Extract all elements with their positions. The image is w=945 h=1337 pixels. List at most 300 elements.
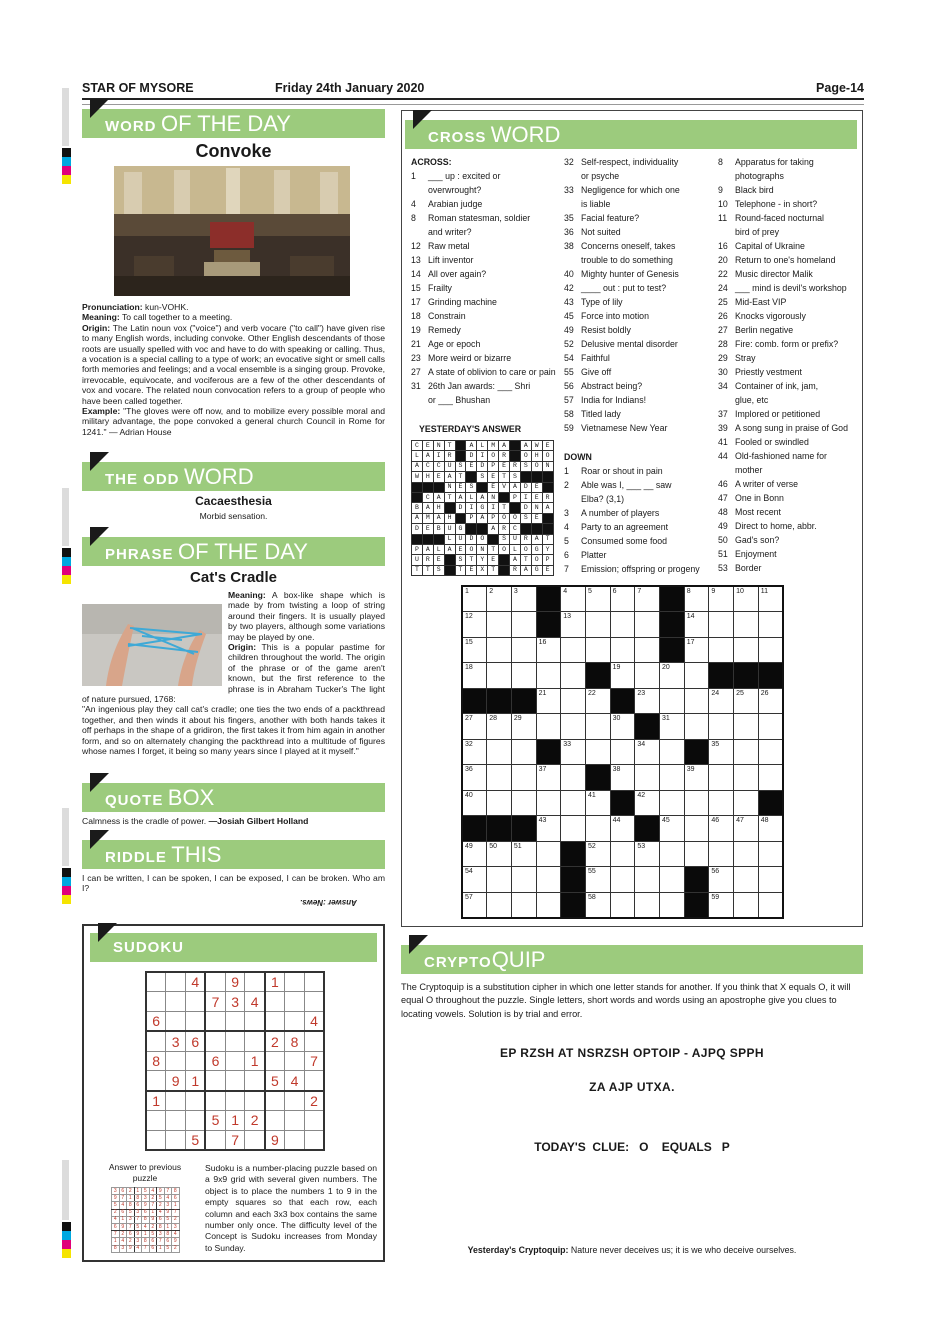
crossword-cell: 28	[487, 714, 512, 740]
riddle-text: I can be written, I can be spoken, I can be exposed, I can be broken. Who am I?	[82, 873, 385, 894]
clue-number: 38	[564, 241, 574, 251]
sudoku-cell	[285, 972, 305, 992]
crossword-cell	[684, 816, 709, 842]
crossword-cell	[709, 765, 734, 791]
answer-cell: A	[422, 451, 433, 461]
quote-text	[82, 816, 385, 826]
crossword-cell: 4	[561, 586, 586, 612]
clue-text: trouble to do something	[581, 255, 673, 265]
answer-cell: A	[520, 565, 531, 575]
answer-cell: O	[477, 534, 488, 544]
clue-line	[718, 477, 848, 491]
answer-cell	[510, 503, 521, 513]
sudoku-cell: 4	[245, 992, 265, 1012]
answer-cell: U	[412, 555, 423, 565]
crossword-cell	[758, 867, 783, 893]
clue-number: 48	[718, 507, 728, 517]
margin-rail	[62, 88, 69, 146]
clue-text: bird of prey	[735, 227, 780, 237]
answer-cell: 1	[134, 1188, 142, 1195]
crossword-cell	[660, 841, 685, 867]
answer-cell: B	[412, 503, 423, 513]
clue-text: Force into motion	[581, 311, 649, 321]
answer-cell: L	[510, 544, 521, 554]
answer-cell: P	[412, 544, 423, 554]
sudoku-cell	[304, 992, 324, 1012]
answer-cell	[455, 441, 466, 451]
registration-marks	[62, 1222, 71, 1258]
answer-cell: 4	[112, 1216, 120, 1223]
clue-number: 49	[718, 521, 728, 531]
answer-cell: N	[444, 482, 455, 492]
answer-cell: 7	[172, 1209, 180, 1216]
clue-text: Remedy	[428, 325, 461, 335]
sudoku-cell: 1	[265, 972, 285, 992]
answer-cell: O	[466, 544, 477, 554]
crossword-cell	[709, 663, 734, 689]
clue-number: 32	[564, 157, 574, 167]
answer-cell	[412, 492, 423, 502]
answer-cell: T	[455, 565, 466, 575]
crossword-cell	[585, 663, 610, 689]
crossword-cell	[684, 714, 709, 740]
answer-cell	[412, 534, 423, 544]
answer-cell: 6	[149, 1238, 157, 1245]
answer-cell: 2	[127, 1238, 135, 1245]
answer-cell: R	[499, 524, 510, 534]
clue-text: Platter	[581, 550, 607, 560]
answer-cell: 6	[164, 1238, 172, 1245]
answer-cell	[422, 534, 433, 544]
clue-line	[411, 225, 556, 239]
crossword-cell	[660, 790, 685, 816]
crossword-cell: 44	[610, 816, 635, 842]
answer-cell: 6	[142, 1209, 150, 1216]
answer-cell: P	[488, 513, 499, 523]
clue-line	[564, 534, 700, 548]
answer-cell: 6	[172, 1195, 180, 1202]
crossword-cell	[684, 663, 709, 689]
answer-cell: T	[412, 565, 423, 575]
answer-cell: 1	[112, 1238, 120, 1245]
clue-text: ___ mind is devil's workshop	[735, 283, 847, 293]
crossword-cell	[758, 841, 783, 867]
clue-number: 19	[411, 325, 421, 335]
sudoku-cell	[285, 1091, 305, 1111]
clue-line	[718, 155, 848, 169]
answer-cell: 8	[134, 1195, 142, 1202]
clue-line	[564, 239, 680, 253]
crossword-cell	[536, 739, 561, 765]
answer-cell: 2	[112, 1209, 120, 1216]
crossword-cell: 42	[635, 790, 660, 816]
clue-text: Fire: comb. form or prefix?	[735, 339, 839, 349]
sudoku-cell	[166, 972, 186, 992]
clue-line	[718, 239, 848, 253]
crossword-cell	[758, 637, 783, 663]
sudoku-cell	[186, 1091, 206, 1111]
header-label: WORD	[105, 118, 157, 135]
answer-cell: A	[488, 524, 499, 534]
answer-cell: A	[520, 441, 531, 451]
answer-cell: A	[444, 544, 455, 554]
clue-number: 30	[718, 367, 728, 377]
sudoku-cell	[245, 1012, 265, 1032]
answer-cell	[477, 482, 488, 492]
answer-cell: 4	[119, 1202, 127, 1209]
phrase-title: Cat's Cradle	[190, 569, 277, 586]
down-clues-1	[564, 464, 700, 576]
crossword-cell	[635, 892, 660, 918]
crossword-cell	[536, 663, 561, 689]
answer-cell: 3	[142, 1195, 150, 1202]
clue-text: Negligence for which one	[581, 185, 680, 195]
crossword-cell	[610, 892, 635, 918]
answer-cell: E	[466, 565, 477, 575]
clue-number: 36	[564, 227, 574, 237]
clue-text: Mighty hunter of Genesis	[581, 269, 679, 279]
crossword-cell	[487, 867, 512, 893]
sudoku-cell	[245, 1091, 265, 1111]
sudoku-cell	[166, 1051, 186, 1071]
answer-cell: 8	[112, 1245, 120, 1252]
answer-cell: L	[466, 492, 477, 502]
clue-number: 13	[411, 255, 421, 265]
crossword-cell	[511, 816, 536, 842]
crossword-cell: 27	[462, 714, 487, 740]
clue-number: 14	[411, 269, 421, 279]
clue-number: 11	[718, 213, 728, 223]
clue-line	[718, 407, 848, 421]
down-clues-2	[718, 155, 848, 575]
answer-cell: S	[455, 555, 466, 565]
clue-number: 49	[564, 325, 574, 335]
crossword-cell	[511, 892, 536, 918]
answer-cell: H	[433, 503, 444, 513]
sudoku-cell	[304, 1071, 324, 1091]
answer-cell: D	[520, 482, 531, 492]
clue-text: Delusive mental disorder	[581, 339, 678, 349]
crossword-cell: 33	[561, 739, 586, 765]
crossword-cell	[536, 892, 561, 918]
answer-cell: O	[499, 544, 510, 554]
answer-cell: W	[412, 472, 423, 482]
sudoku-cell	[205, 972, 225, 992]
crossword-cell: 25	[734, 688, 759, 714]
crossword-cell	[660, 867, 685, 893]
answer-cell: 2	[149, 1223, 157, 1230]
crossword-cell: 59	[709, 892, 734, 918]
sudoku-cell	[205, 1091, 225, 1111]
answer-cell: E	[433, 472, 444, 482]
answer-cell: T	[520, 555, 531, 565]
answer-cell: 6	[134, 1202, 142, 1209]
crossword-cell	[561, 816, 586, 842]
answer-cell: A	[542, 503, 553, 513]
crossword-cell	[734, 841, 759, 867]
label: Meaning:	[228, 590, 266, 600]
crossword-cell	[487, 688, 512, 714]
sudoku-cell: 9	[166, 1071, 186, 1091]
clue-number: 18	[411, 311, 421, 321]
clue-line	[718, 519, 848, 533]
answer-cell: 7	[142, 1245, 150, 1252]
crossword-cell: 13	[561, 612, 586, 638]
answer-cell: R	[520, 534, 531, 544]
clue-line	[411, 211, 556, 225]
answer-cell: C	[433, 461, 444, 471]
answer-cell: 4	[134, 1245, 142, 1252]
crossword-cell	[635, 714, 660, 740]
crossword-cell: 54	[462, 867, 487, 893]
header-label: OF THE DAY	[160, 111, 291, 136]
answer-cell: M	[422, 513, 433, 523]
header-label: THIS	[171, 842, 222, 867]
crossword-cell	[511, 739, 536, 765]
answer-cell: D	[466, 451, 477, 461]
sudoku-cell: 9	[225, 972, 245, 992]
answer-cell: 4	[119, 1238, 127, 1245]
crossword-cell: 7	[635, 586, 660, 612]
answer-cell: R	[422, 555, 433, 565]
sudoku-cell: 7	[225, 1130, 245, 1150]
answer-cell: D	[455, 503, 466, 513]
crossword-cell: 5	[585, 586, 610, 612]
clue-number: 28	[718, 339, 728, 349]
clue-number: 58	[564, 409, 574, 419]
crossword-cell	[610, 790, 635, 816]
crossword-cell: 38	[610, 765, 635, 791]
answer-cell: E	[531, 513, 542, 523]
crossword-cell	[635, 637, 660, 663]
clue-text: Party to an agreement	[581, 522, 669, 532]
answer-cell: 2	[119, 1231, 127, 1238]
answer-cell: 5	[157, 1195, 165, 1202]
crossword-cell: 55	[585, 867, 610, 893]
crossword-cell	[487, 612, 512, 638]
answer-cell: I	[520, 492, 531, 502]
answer-cell: 9	[142, 1202, 150, 1209]
clue-number: 51	[718, 549, 728, 559]
answer-cell: I	[433, 451, 444, 461]
answer-cell: N	[542, 461, 553, 471]
origin: This is a popular pastime for children throughout the world. The origin of the phrase or of the game aren't known, but the first reference to the phrase is in Abraham Tucker's The light of nature pursued, 1768:	[82, 642, 385, 705]
clue-line	[564, 183, 680, 197]
clue-number: 8	[411, 213, 416, 223]
clue-number: 16	[718, 241, 728, 251]
answer-cell	[444, 555, 455, 565]
sudoku-description: Sudoku is a number-placing puzzle based on a 9x9 grid with several given numbers. The object is to place the numbers 1 to 9 in the empty squares so that each row, each column and each 3x3 box contains the same number only once. The difficulty level of the Concept is Sudoku increases from Monday to Sunday.	[205, 1163, 377, 1253]
crossword-cell	[660, 637, 685, 663]
crossword-cell	[536, 841, 561, 867]
crossword-cell: 35	[709, 739, 734, 765]
answer-cell: P	[510, 492, 521, 502]
clue-number: 5	[564, 536, 569, 546]
answer-cell: A	[433, 492, 444, 502]
crossword-cell	[487, 790, 512, 816]
answer-cell	[510, 451, 521, 461]
answer-cell: T	[444, 441, 455, 451]
clue-text: Type of lily	[581, 297, 623, 307]
answer-cell: N	[477, 544, 488, 554]
clue-text: Age or epoch	[428, 339, 481, 349]
answer-cell: N	[488, 492, 499, 502]
crossword-cell	[585, 816, 610, 842]
sudoku-cell: 5	[265, 1071, 285, 1091]
quote-box-header	[82, 783, 385, 812]
sudoku-cell: 3	[225, 992, 245, 1012]
crossword-cell: 18	[462, 663, 487, 689]
crossword-cell	[536, 714, 561, 740]
answer-cell	[499, 492, 510, 502]
crossword-cell: 3	[511, 586, 536, 612]
clue-line	[564, 506, 700, 520]
answer-cell: U	[510, 534, 521, 544]
crossword-cell	[610, 637, 635, 663]
sudoku-cell: 8	[285, 1031, 305, 1051]
clue-text: mother	[735, 465, 763, 475]
header-label: OF THE DAY	[177, 539, 308, 564]
clue-line	[718, 421, 848, 435]
sudoku-cell	[245, 972, 265, 992]
crossword-cell	[635, 612, 660, 638]
crossword-cell	[487, 637, 512, 663]
clue-text: Priestly vestment	[735, 367, 802, 377]
clue-text: Vietnamese New Year	[581, 423, 668, 433]
clue-line	[718, 435, 848, 449]
answer-cell: D	[477, 461, 488, 471]
clue-line	[718, 533, 848, 547]
clue-text: Arabian judge	[428, 199, 483, 209]
crossword-cell	[734, 765, 759, 791]
crossword-cell	[561, 637, 586, 663]
answer-cell: X	[477, 565, 488, 575]
answer-cell: 3	[127, 1216, 135, 1223]
header-label: CRYPTO	[424, 954, 492, 971]
cryptoquip-intro: The Cryptoquip is a substitution cipher in which one letter stands for another. If you think that X equals O, it will equal O throughout the puzzle. Single letters, short words and words using an apostrophe give you clues to locating vowels. Solution is by trial and error.	[401, 982, 851, 1019]
across-clues-2	[564, 155, 680, 435]
sudoku-cell	[205, 1012, 225, 1032]
answer-cell	[433, 482, 444, 492]
answer-cell	[531, 472, 542, 482]
clue-text: Music director Malik	[735, 269, 813, 279]
word-of-day-text	[82, 302, 385, 437]
sudoku-cell	[146, 1130, 166, 1150]
crossword-cell	[635, 867, 660, 893]
clue-text: Old-fashioned name for	[735, 451, 827, 461]
answer-cell: T	[542, 534, 553, 544]
sudoku-cell	[245, 1031, 265, 1051]
answer-cell: 7	[157, 1238, 165, 1245]
answer-cell	[531, 524, 542, 534]
clue-text: Consumed some food	[581, 536, 668, 546]
crossword-cell: 15	[462, 637, 487, 663]
clue-line	[411, 253, 556, 267]
answer-cell: A	[477, 492, 488, 502]
clue-line	[718, 449, 848, 463]
answer-cell: 9	[164, 1209, 172, 1216]
sudoku-grid	[145, 971, 325, 1151]
answer-cell: 9	[149, 1216, 157, 1223]
clue-line	[411, 379, 556, 393]
answer-cell: U	[444, 524, 455, 534]
crossword-cell: 36	[462, 765, 487, 791]
clue-number: 4	[564, 522, 569, 532]
answer-cell: 6	[149, 1245, 157, 1252]
clue-line	[718, 225, 848, 239]
clue-line	[718, 183, 848, 197]
clue-line	[718, 505, 848, 519]
crossword-cell: 32	[462, 739, 487, 765]
crossword-cell	[536, 867, 561, 893]
answer-cell: A	[422, 503, 433, 513]
clue-line	[564, 407, 680, 421]
clue-number: 7	[564, 564, 569, 574]
answer-cell: R	[510, 461, 521, 471]
clue-number: 15	[411, 283, 421, 293]
clue-number: 53	[718, 563, 728, 573]
sudoku-cell: 6	[205, 1051, 225, 1071]
crossword-cell	[684, 892, 709, 918]
sudoku-cell	[146, 972, 166, 992]
crossword-cell	[585, 765, 610, 791]
crossword-cell	[561, 790, 586, 816]
answer-cell: 9	[134, 1231, 142, 1238]
clue-line	[564, 323, 680, 337]
clue-number: 59	[564, 423, 574, 433]
answer-cell: T	[499, 503, 510, 513]
crossword-cell: 37	[536, 765, 561, 791]
sudoku-cell: 6	[186, 1031, 206, 1051]
registration-marks	[62, 868, 71, 904]
sudoku-cell: 1	[225, 1111, 245, 1131]
paper-name: STAR OF MYSORE	[82, 81, 194, 95]
odd-word-title: Cacaesthesia	[195, 494, 272, 508]
answer-cell	[466, 472, 477, 482]
crossword-cell	[511, 663, 536, 689]
clue-line	[718, 211, 848, 225]
crossword-cell	[660, 892, 685, 918]
crossword-cell: 26	[758, 688, 783, 714]
answer-cell: 7	[149, 1202, 157, 1209]
answer-cell: A	[466, 441, 477, 451]
crossword-cell	[511, 612, 536, 638]
sudoku-cell: 4	[304, 1012, 324, 1032]
clue-number: 29	[718, 353, 728, 363]
clue-text: Roman statesman, soldier	[428, 213, 531, 223]
label: Origin:	[228, 642, 257, 653]
clue-number: 10	[718, 199, 728, 209]
answer-cell: 3	[157, 1231, 165, 1238]
answer-cell: 7	[164, 1188, 172, 1195]
answer-cell: E	[488, 555, 499, 565]
sudoku-cell	[245, 1071, 265, 1091]
answer-cell	[444, 503, 455, 513]
clue-number: 27	[411, 367, 421, 377]
answer-cell	[542, 472, 553, 482]
answer-cell: E	[542, 441, 553, 451]
answer-cell: H	[531, 451, 542, 461]
answer-cell: 6	[112, 1223, 120, 1230]
crossword-cell	[758, 714, 783, 740]
clue-number: 42	[564, 283, 574, 293]
answer-cell: E	[499, 461, 510, 471]
answer-cell: S	[466, 482, 477, 492]
clue-text: Capital of Ukraine	[735, 241, 805, 251]
clue-line	[718, 253, 848, 267]
clue-number: 31	[411, 381, 421, 391]
clue-text: A number of players	[581, 508, 660, 518]
